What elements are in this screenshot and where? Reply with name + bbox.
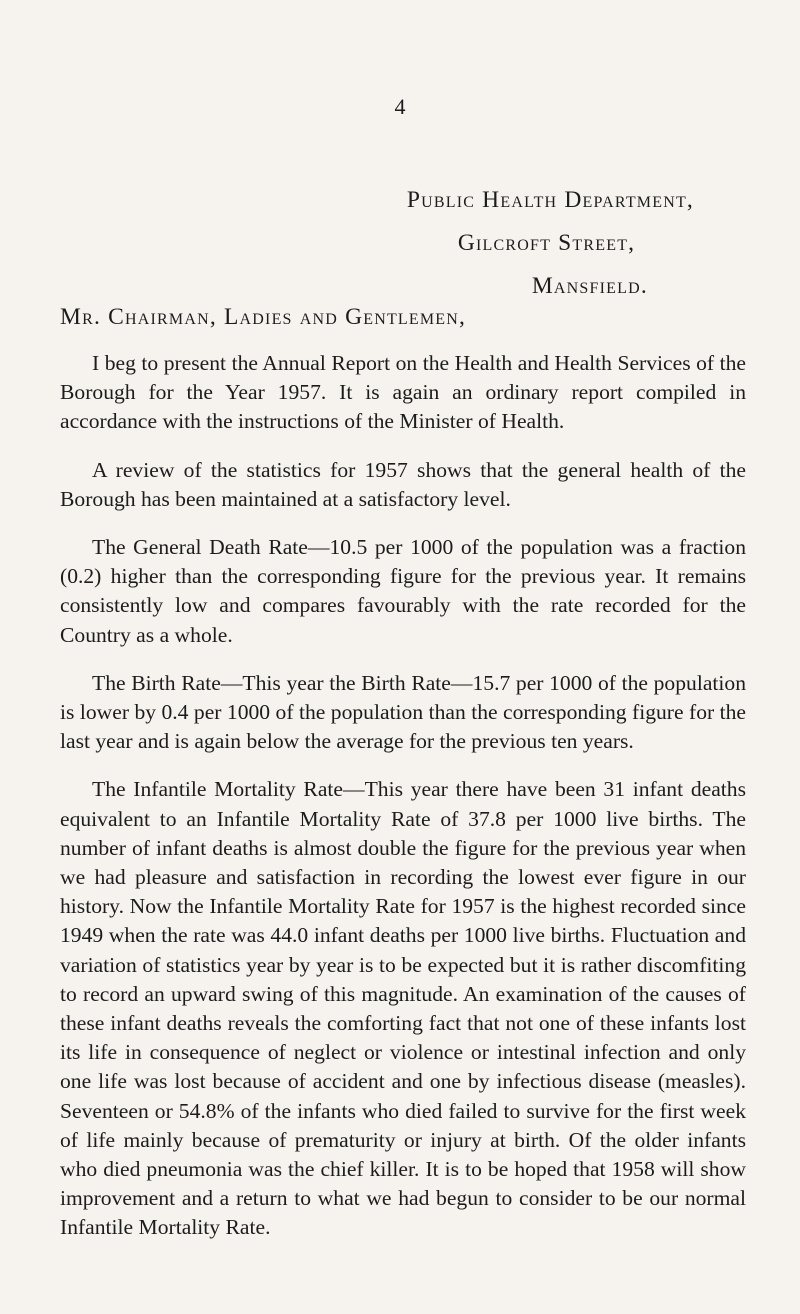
paragraph-death-rate: The General Death Rate—10.5 per 1000 of the population was a fraction (0.2) higher than the corresponding figure for the previous year. It remains consistently low and compares favourably with the rate recorded for the Country as a whole. [60, 535, 746, 647]
salutation: Mr. Chairman, Ladies and Gentlemen, [60, 304, 467, 330]
report-body [60, 349, 746, 1262]
address-street: Gilcroft Street, [457, 230, 636, 256]
paragraph-birth-rate: The Birth Rate—This year the Birth Rate—15.7 per 1000 of the population is lower by 0.4 per 1000 of the population than the corresponding figure for the last year and is again below the average for the previous ten years. [60, 670, 746, 754]
address-town: Mansfield. [531, 273, 648, 299]
page-number: 4 [394, 94, 406, 119]
paragraph-introduction: I beg to present the Annual Report on the Health and Health Services of the Borough for the Year 1957. It is again an ordinary report compiled in accordance with the instructions of the Minister of Health. [60, 351, 746, 434]
paragraph-infantile-mortality: The Infantile Mortality Rate—This year there have been 31 infant deaths equivalent to an Infantile Mortality Rate of 37.8 per 1000 live births. The number of infant deaths is almost double the figure for the previous year when we had pleasure and satisfaction in recording the lowest ever figure in our history. Now the Infantile Mortality Rate for 1957 is the highest recorded since 1949 when the rate was 44.0 infant deaths per 1000 live births. Fluctuation and variation of statistics year by year is to be expected but it is rather discomfiting to record an upward swing of this magnitude. An examination of the causes of these infant deaths reveals the comforting fact that not one of these infants lost its life in consequence of neglect or violence or intestinal infection and only one life was lost because of accident and one by infectious disease (measles). Seventeen or 54.8% of the infants who died failed to survive for the first week of life mainly because of prematurity or injury at birth. Of the older infants who died pneumonia was the chief killer. It is to be hoped that 1958 will show improvement and a return to what we had begun to consider to be our normal Infantile Mortality Rate. [60, 777, 746, 1240]
address-department: Public Health Department, [406, 187, 694, 213]
paragraph-general-health: A review of the statistics for 1957 shows that the general health of the Borough has been maintained at a satisfactory level. [60, 457, 746, 511]
sender-address [407, 179, 694, 308]
